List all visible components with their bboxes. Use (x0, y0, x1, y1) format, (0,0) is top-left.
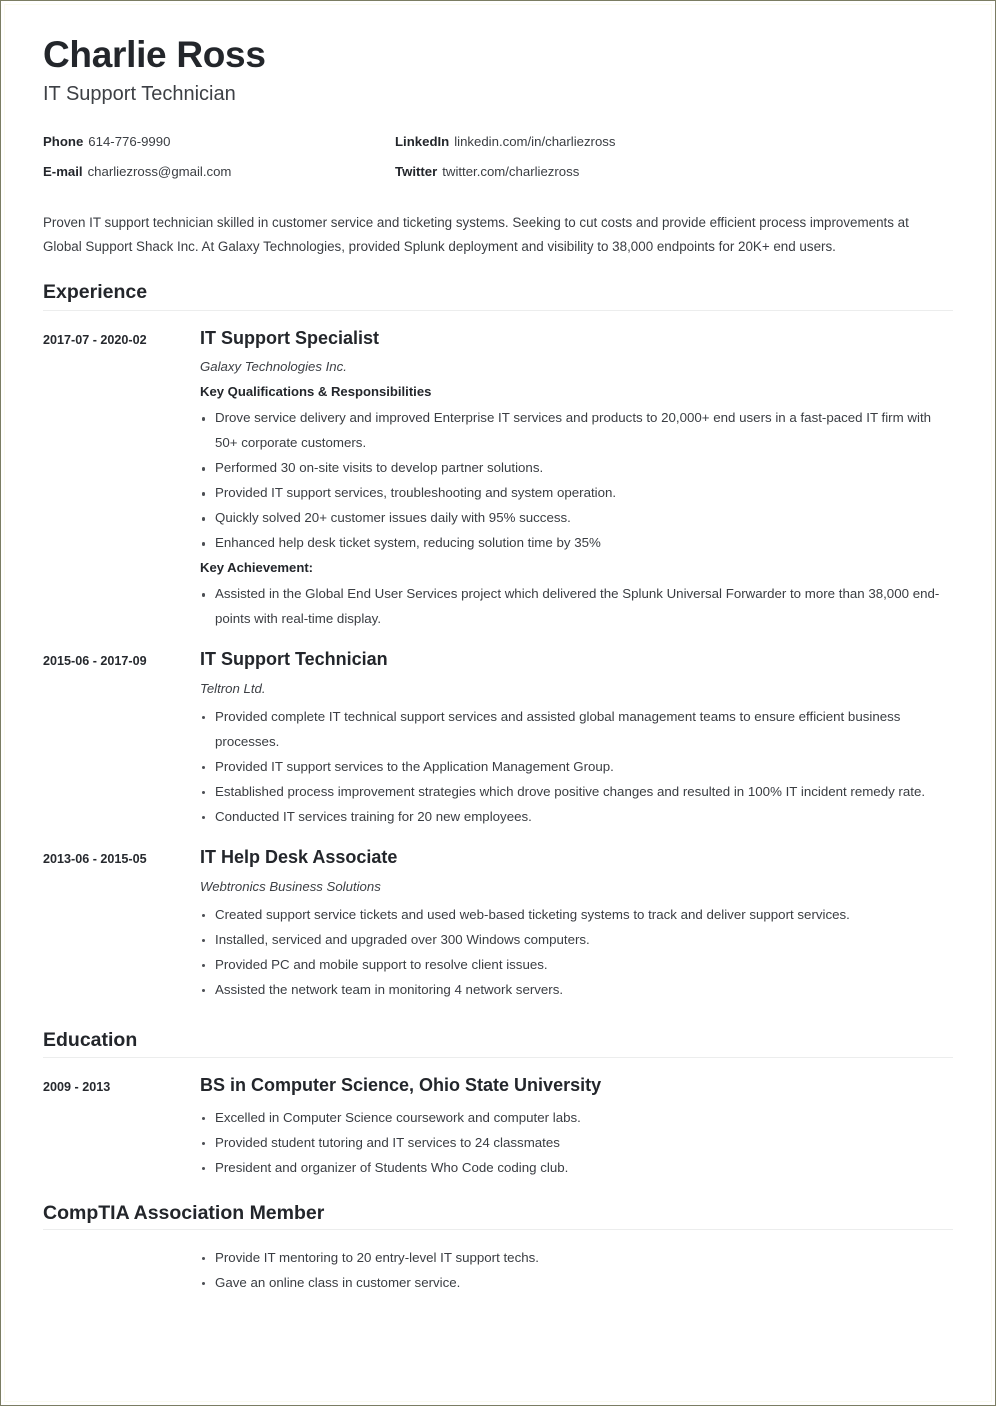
section-spacer (43, 1005, 953, 1028)
entry-bullet-list (200, 903, 953, 1003)
entry-job-title: IT Support Specialist (200, 327, 380, 348)
contact-linkedin-label: LinkedIn (395, 133, 450, 149)
contact-phone-label: Phone (43, 133, 84, 149)
list-item: Quickly solved 20+ customer issues daily with 95% success. (200, 506, 953, 531)
list-item: Created support service tickets and used web-based ticketing systems to track and deliver support services. (200, 903, 953, 928)
entry-bullet-list (200, 705, 953, 830)
entry-body (200, 1246, 953, 1296)
list-item: Assisted the network team in monitoring 4 network servers. (200, 978, 953, 1003)
list-item: President and organizer of Students Who Code coding club. (200, 1156, 953, 1181)
section-comptia (43, 1201, 953, 1296)
comptia-entry (43, 1230, 953, 1296)
list-item: Provided complete IT technical support services and assisted global management teams to ensure efficient business processes. (200, 705, 953, 755)
list-item: Provided IT support services, troubleshooting and system operation. (200, 481, 953, 506)
education-entry (43, 1058, 953, 1181)
list-item: Gave an online class in customer service. (200, 1271, 953, 1296)
list-item: Provided IT support services to the Application Management Group. (200, 755, 953, 780)
entry-subheading-achievement: Key Achievement: (200, 560, 314, 576)
list-item: Conducted IT services training for 20 new employees. (200, 805, 953, 830)
professional-summary: Proven IT support technician skilled in customer service and ticketing systems. Seeking to cut costs and provide efficient process improvements at Global Support Shack Inc. At Galaxy Technologies, provided Splunk deployment and visibility to 38,000 endpoints for 20K+ end users. (43, 214, 909, 255)
contact-twitter-value[interactable]: twitter.com/charliezross (442, 164, 580, 180)
contact-email[interactable] (43, 164, 395, 181)
entry-company: Teltron Ltd. (200, 680, 266, 696)
experience-entry (43, 311, 953, 633)
entry-dates: 2013-06 - 2015-05 (43, 851, 147, 866)
list-item: Established process improvement strategies which drove positive changes and resulted in 100% IT incident remedy rate. (200, 780, 953, 805)
list-item: Enhanced help desk ticket system, reducing solution time by 35% (200, 531, 953, 556)
section-education (43, 1028, 953, 1181)
contact-email-label: E-mail (43, 164, 83, 180)
section-heading-experience: Experience (43, 280, 953, 310)
entry-company: Galaxy Technologies Inc. (200, 359, 347, 375)
list-item: Provided PC and mobile support to resolve client issues. (200, 953, 953, 978)
contact-email-value[interactable]: charliezross@gmail.com (87, 164, 232, 180)
list-item: Drove service delivery and improved Enterprise IT services and products to 20,000+ end users in a fast-paced IT firm with 50+ corporate customers. (200, 406, 953, 456)
entry-bullet-list (200, 406, 953, 556)
section-heading-comptia: CompTIA Association Member (43, 1201, 953, 1230)
list-item: Excelled in Computer Science coursework and computer labs. (200, 1106, 953, 1131)
contact-twitter[interactable] (395, 164, 953, 181)
entry-dates: 2009 - 2013 (43, 1079, 111, 1094)
section-spacer (43, 1183, 953, 1201)
list-item: Provide IT mentoring to 20 entry-level IT support techs. (200, 1246, 953, 1271)
entry-body (200, 1075, 953, 1181)
contact-phone-value: 614-776-9990 (88, 133, 171, 149)
entry-job-title: IT Help Desk Associate (200, 846, 398, 867)
contact-details (43, 134, 953, 181)
entry-degree-title: BS in Computer Science, Ohio State University (200, 1074, 602, 1095)
entry-dates: 2015-06 - 2017-09 (43, 654, 147, 669)
resume-content (7, 7, 989, 1399)
contact-linkedin-value[interactable]: linkedin.com/in/charliezross (454, 133, 616, 149)
section-heading-education: Education (43, 1028, 953, 1058)
entry-body (200, 847, 953, 1003)
section-experience (43, 280, 953, 1002)
list-item: Performed 30 on-site visits to develop partner solutions. (200, 456, 953, 481)
entry-bullet-list (200, 1246, 953, 1296)
contact-linkedin[interactable] (395, 134, 953, 151)
entry-body (200, 328, 953, 633)
job-role-subtitle: IT Support Technician (43, 82, 236, 105)
experience-entry (43, 632, 953, 830)
entry-dates: 2017-07 - 2020-02 (43, 332, 147, 347)
entry-achievement-list (200, 582, 953, 632)
contact-phone (43, 134, 395, 151)
entry-bullet-list (200, 1106, 953, 1181)
list-item: Assisted in the Global End User Services project which delivered the Splunk Universal Forwarder to more than 38,000 end-points with real-time display. (200, 582, 953, 632)
entry-dates-empty (43, 1246, 200, 1296)
entry-body (200, 649, 953, 830)
experience-entry (43, 830, 953, 1003)
page-title: Charlie Ross (43, 34, 266, 75)
list-item: Installed, serviced and upgraded over 300 Windows computers. (200, 928, 953, 953)
entry-subheading: Key Qualifications & Responsibilities (200, 384, 432, 400)
list-item: Provided student tutoring and IT services to 24 classmates (200, 1131, 953, 1156)
contact-twitter-label: Twitter (395, 164, 438, 180)
entry-company: Webtronics Business Solutions (200, 878, 381, 894)
entry-job-title: IT Support Technician (200, 649, 388, 670)
